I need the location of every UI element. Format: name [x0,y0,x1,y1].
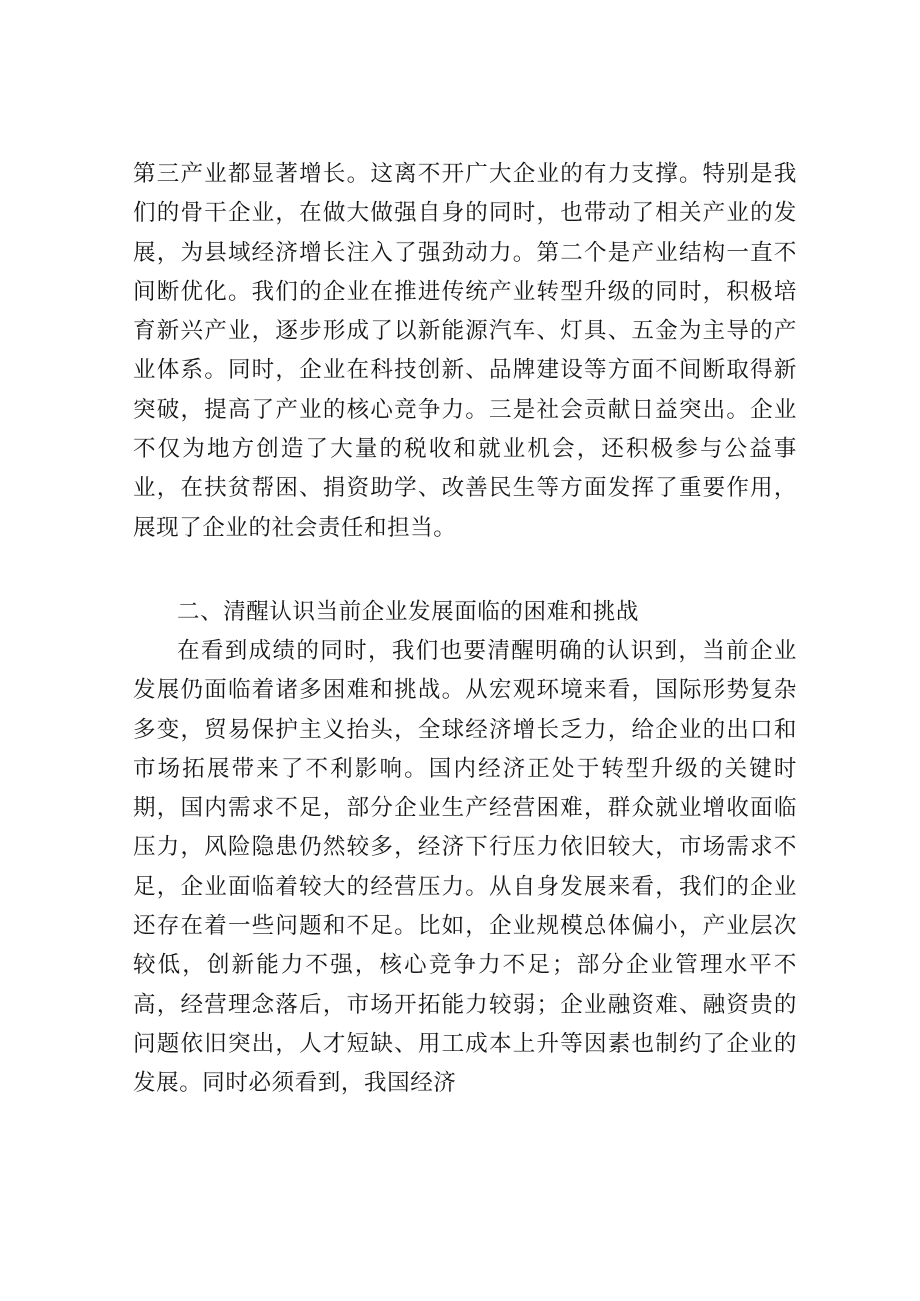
body-paragraph-2: 在看到成绩的同时，我们也要清醒明确的认识到，当前企业发展仍面临着诸多困难和挑战。从宏观环境来看，国际形势复杂多变，贸易保护主义抬头，全球经济增长乏力，给企业的出口和市场拓展带来了不利影响。国内经济正处于转型升级的关键时期，国内需求不足，部分企业生产经营困难，群众就业增收面临压力，风险隐患仍然较多，经济下行压力依旧较大，市场需求不足，企业面临着较大的经营压力。从自身发展来看，我们的企业还存在着一些问题和不足。比如，企业规模总体偏小，产业层次较低，创新能力不强，核心竞争力不足；部分企业管理水平不高，经营理念落后，市场开拓能力较弱；企业融资难、融资贵的问题依旧突出，人才短缺、用工成本上升等因素也制约了企业的发展。同时必须看到，我国经济 [133,638,797,1097]
body-paragraph-1: 第三产业都显著增长。这离不开广大企业的有力支撑。特别是我们的骨干企业，在做大做强自身的同时，也带动了相关产业的发展，为县域经济增长注入了强劲动力。第二个是产业结构一直不间断优化。我们的企业在推进传统产业转型升级的同时，积极培育新兴产业，逐步形成了以新能源汽车、灯具、五金为主导的产业体系。同时，企业在科技创新、品牌建设等方面不间断取得新突破，提高了产业的核心竞争力。三是社会贡献日益突出。企业不仅为地方创造了大量的税收和就业机会，还积极参与公益事业，在扶贫帮困、捐资助学、改善民生等方面发挥了重要作用，展现了企业的社会责任和担当。 [133,161,797,541]
section-heading: 二、清醒认识当前企业发展面临的困难和挑战 [177,599,640,625]
